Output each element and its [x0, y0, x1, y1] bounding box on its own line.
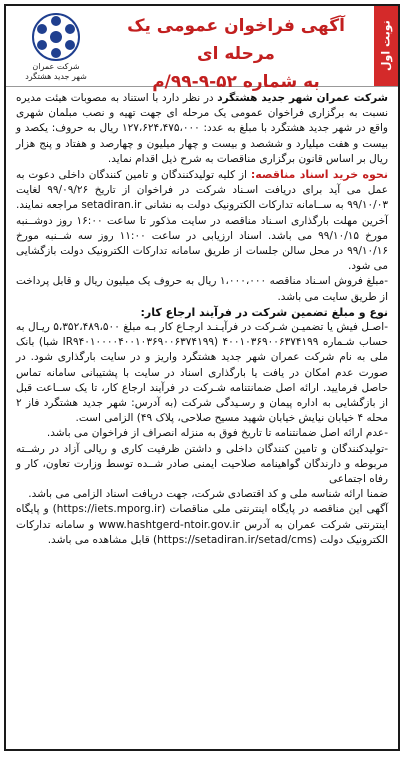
guarantee-heading: نوع و مبلغ تضمین شرکت در فرآیند ارجاع کار: [140, 305, 388, 319]
ad-title: آگهی فراخوان عمومی یک مرحله ای [127, 16, 345, 64]
withdrawal-paragraph: -عدم ارائه اصل ضمانتنامه تا تاریخ فوق به منزله انصراف از فراخوان می باشد. [46, 427, 388, 440]
intro-paragraph [16, 91, 388, 167]
ad-body [6, 87, 398, 548]
title-block [102, 12, 370, 96]
advertisement-page [4, 4, 400, 751]
purchase-text: از کلیه تولیدکنندگان و تامین کنندگان داخلی دعوت به عمل می آید برای دریافت اسـناد شرکت در فراخوان از تاریخ ۹۹/۰۹/۲۶ لغایت ۹۹/۱۰/۰۳ به ســامانه تدارکات الکترونیک دولت به نشانی setadiran.ir مراجعه نمایند. آخرین مهلت بارگذاری اسـناد مناقصه در سایت مذکور تا ساعت ۱۶:۰۰ روز دوشــنبه مورخ ۹۹/۱۰/۱۵ می باشد. اسناد ارزیابی در ساعت ۱۱:۰۰ روز سه شــنبه مورخ ۹۹/۱۰/۱۶ در محل سالن جلسات از طریق سامانه تدارکات الکترونیک دولت بازگشایی می شود. [16, 169, 388, 273]
logo-line-1: شرکت عمران [32, 62, 80, 71]
websites-paragraph: آگهی این مناقصه در پایگاه اینترنتی ملی مناقصات (https://iets.mporg.ir) و پایگاه اینترنتی شرکت عمران به آدرس www.hashtgerd-ntoir.gov.ir و سامانه تدارکات الکترونیک دولت (https://setadiran.ir/setad/cms) قابل مشاهده می باشد. [16, 503, 388, 546]
guarantee-paragraph: -اصـل فیش یا تضمیـن شـرکت در فرآیـنـد ارجـاع کار بـه مبلغ ۵،۳۵۲،۴۸۹،۵۰۰ ریـال به حساب شـماره ۴۰۰۱۰۳۶۹۰۰۶۳۷۴۱۹۹ (IR۹۴۰۱۰۰۰۰۴۰۰۱۰۳۶۹۰۰۶۳۷۴۱۹۹ شبا) بانک ملی به نام شرکت عمران شهر جدید هشتگرد واریز و در سایت بارگذاری شود. در صورت عدم امکان در یافت یا بارگذاری اسناد در سایت با پشتیبانی سامانه تماس حاصل فرمایید. ارائه اصل ضمانتنامه شـرکت در فرآیند ارجاع کار، تا یک ســاعت قبل از بازگشایی به اداره پیمان و رسـیدگی شرکت (به آدرس: شهر جدید هشتگرد فاز ۲ محله ۴ خیابان نیایش خیابان شهید مسیح صلاحی، پلاک ۴۹) الزامی است. [16, 321, 388, 425]
logo-line-2: شهر جدید هشتگرد [25, 72, 87, 81]
id-paragraph: ضمنا ارائه شناسه ملی و کد اقتصادی شرکت، جهت دریافت اسناد الزامی می باشد. [28, 488, 388, 501]
fee-paragraph: -مبلغ فروش اسـناد مناقصه ۱،۰۰۰،۰۰۰ ریال به حروف یک میلیون ریال و قابل پرداخت از طریق سایت می باشد. [16, 275, 389, 303]
company-logo [14, 12, 98, 82]
company-name: شرکت عمران شهر جدید هشتگرد [217, 92, 388, 104]
eligibility-paragraph: -تولیدکنندگان و تامین کنندگان داخلی و داشتن ظرفیت کاری و ریالی آزاد در رشــته مربوطه و دارندگان گواهینامه صلاحیت ایمنی صادر شــده توسط وزارت تعاون، کار و رفاه اجتماعی [16, 442, 388, 486]
purchase-paragraph [16, 167, 388, 274]
intro-text: در نظر دارد با استناد به مصوبات هیئت مدیره نسبت به برگزاری فراخوان عمومی یک مرحله ای جهت تهیه و نصب مبلمان شهری واقع در شهر جدید هشتگرد با مبلغ به عدد: ۱۲۷،۶۲۴،۴۷۵،۰۰۰ ریال به حروف: یکصد و بیست و هفت میلیارد و ششصد و بیست و چهار میلیون و چهارصد و هفتاد و پنج هزار ریال بر اساس قانون برگزاری مناقصات به شرح ذیل اقدام نماید. [16, 92, 389, 165]
purchase-heading: نحوه خرید اسناد مناقصه: [250, 168, 388, 182]
ad-number: به شماره ۵۲-۹-۹۹/م [152, 72, 320, 92]
logo-icon [31, 12, 81, 62]
edition-badge: نوبت اول [374, 6, 398, 86]
header [6, 6, 398, 92]
